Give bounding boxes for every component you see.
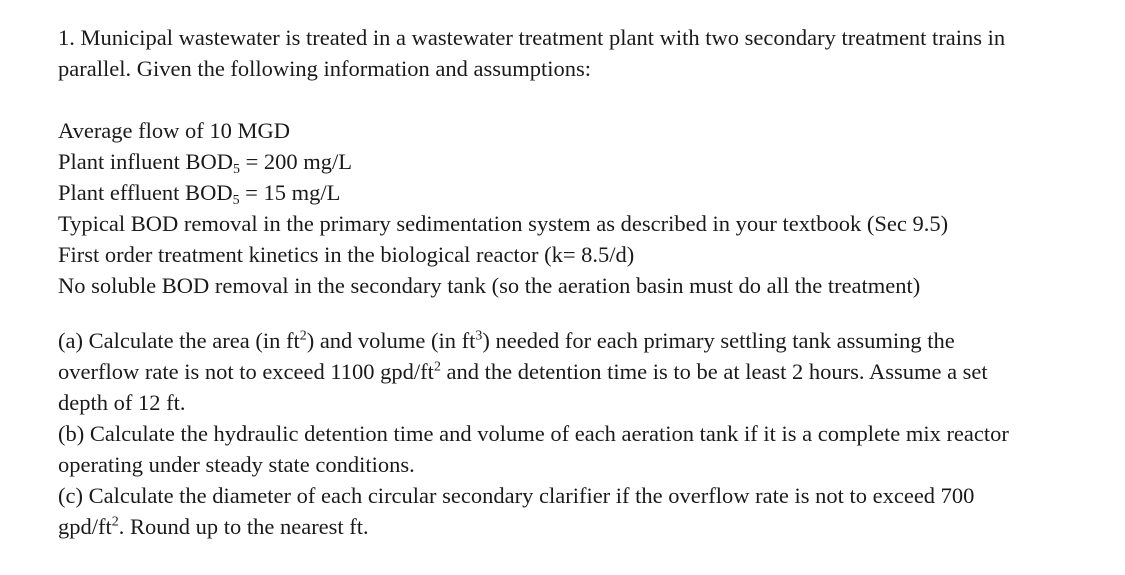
- given-kinetics: First order treatment kinetics in the biological reactor (k= 8.5/d): [58, 242, 635, 267]
- part-a-line-1: (a) Calculate the area (in $ft^2$) and volume (in $ft^3$) needed for each primary settling tank assuming the: [58, 328, 955, 353]
- part-c-line-1: (c) Calculate the diameter of each circular secondary clarifier if the overflow rate is not to exceed 700: [58, 483, 975, 508]
- part-b-line-2: operating under steady state conditions.: [58, 452, 415, 477]
- given-secondary-assumption: No soluble BOD removal in the secondary tank (so the aeration basin must do all the treatment): [58, 273, 921, 298]
- given-effluent-bod: Plant effluent $BOD_5 = 15$ mg/L: [58, 180, 341, 208]
- part-c-line-2: gpd/$ft^2$. Round up to the nearest ft.: [58, 514, 369, 539]
- part-b-line-1: (b) Calculate the hydraulic detention time and volume of each aeration tank if it is a complete mix reactor: [58, 421, 1009, 446]
- problem-intro-line-1: [58, 22, 1118, 53]
- spacer: [58, 84, 1118, 115]
- problem-intro-line-2: parallel. Given the following information and assumptions:: [58, 56, 592, 81]
- spacer: [58, 301, 1118, 325]
- given-flow: Average flow of 10 MGD: [58, 118, 291, 143]
- part-a-line-2: overflow rate is not to exceed 1100 gpd/$ft^2$ and the detention time is to be at least 2 hours. Assume a set: [58, 359, 988, 384]
- problem-number: 1.: [58, 25, 75, 50]
- given-primary-removal: Typical BOD removal in the primary sedimentation system as described in your textbook (Sec 9.5): [58, 211, 949, 236]
- problem-document: [58, 22, 1118, 542]
- problem-intro-text: Municipal wastewater is treated in a wastewater treatment plant with two secondary treatment trains in: [80, 25, 1006, 50]
- part-a-line-3: depth of 12 ft.: [58, 390, 186, 415]
- given-influent-bod: Plant influent $BOD_5 = 200$ mg/L: [58, 149, 353, 177]
